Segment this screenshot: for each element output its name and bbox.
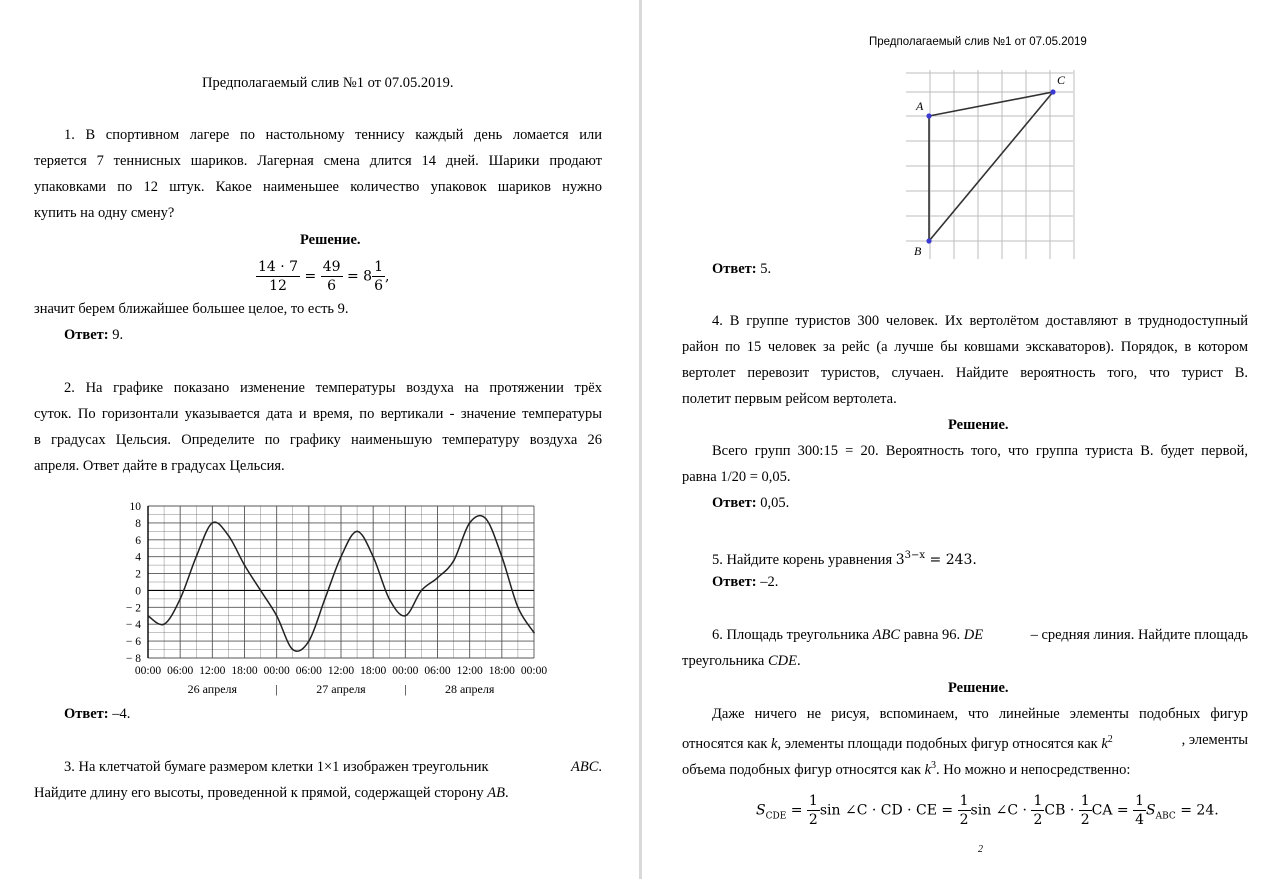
fraction: $\frac{1}{6}$ bbox=[374, 259, 384, 294]
page-number: 2 bbox=[978, 844, 983, 855]
data-point bbox=[405, 615, 407, 617]
x-tick-label: 18:00 bbox=[360, 665, 387, 677]
data-point bbox=[485, 518, 487, 520]
vertex-a bbox=[926, 113, 931, 118]
x-tick-label: 00:00 bbox=[263, 665, 290, 677]
task6-solution-line-3: объема подобных фигур относятся как $k^3$. Но можно и непосредственно: bbox=[682, 760, 1131, 778]
data-point bbox=[356, 531, 358, 533]
task4-line-1: 4. В группе туристов 300 человек. Их вертолётом доставляют в труднодоступный bbox=[712, 313, 1248, 329]
data-point bbox=[388, 598, 390, 600]
vertex-b bbox=[926, 238, 931, 243]
task4-answer: Ответ: 0,05. bbox=[712, 495, 790, 511]
task4-solution-title: Решение. bbox=[948, 417, 1009, 433]
label-b: B bbox=[914, 244, 922, 258]
task2-line-2: суток. По горизонтали указывается дата и время, по вертикали - значение температуры bbox=[34, 406, 602, 422]
label-c: C bbox=[1057, 73, 1066, 87]
label-a: A bbox=[916, 99, 924, 113]
task2-line-4: апреля. Ответ дайте в градусах Цельсия. bbox=[34, 458, 285, 474]
y-tick-label: 6 bbox=[135, 534, 141, 547]
y-tick-label: 4 bbox=[135, 551, 141, 564]
x-tick-label: 06:00 bbox=[424, 665, 451, 677]
task3-line-2: Найдите длину его высоты, проведенной к прямой, содержащей сторону AB. bbox=[34, 785, 509, 801]
task6-line-1: 6. Площадь треугольника ABC равна 96. DE – средняя линия. Найдите площадь bbox=[712, 627, 1248, 643]
task2-answer: Ответ: –4. bbox=[64, 706, 131, 722]
data-point bbox=[469, 522, 471, 524]
task4-line-2: район по 15 человек за рейс (а лучше бы ковшами экскаваторов). Порядок, в котором bbox=[682, 339, 1248, 355]
page-header: Предполагаемый слив №1 от 07.05.2019 bbox=[869, 36, 1087, 48]
grid bbox=[906, 70, 1074, 259]
task3-line-1: 3. На клетчатой бумаге размером клетки 1×1 изображен треугольник ABC. bbox=[64, 759, 602, 775]
task4-solution-line-1: Всего групп 300:15 = 20. Вероятность того, что группа туриста В. будет первой, bbox=[712, 443, 1248, 459]
data-point bbox=[324, 598, 326, 600]
day-label: 27 апреля bbox=[316, 682, 366, 696]
task6-solution-line-2: относятся как k, элементы площади подобных фигур относятся как $k^2$ , элементы bbox=[682, 732, 1248, 752]
task1-solution-title: Решение. bbox=[300, 232, 361, 248]
task1-answer: Ответ: 9. bbox=[64, 327, 124, 343]
data-point bbox=[244, 564, 246, 566]
fraction: $\frac{1}{2}$ bbox=[1080, 793, 1090, 828]
fraction: $\frac{1}{4}$ bbox=[1135, 793, 1145, 828]
x-tick-label: 06:00 bbox=[167, 665, 194, 677]
x-tick-label: 12:00 bbox=[327, 665, 355, 677]
task6-formula: $S_{CDE}$ = $\frac{1}{2}$ sin ∠C · CD · CE = $\frac{1}{2}$ sin ∠C · $\frac{1}{2}$ CB · $\frac{1}{2}$ CA = $\frac{1}{4}$ $S_{ABC} = 24$. bbox=[756, 793, 1219, 828]
y-tick-label: 10 bbox=[129, 501, 141, 513]
x-tick-label: 12:00 bbox=[456, 665, 483, 677]
x-tick-label: 00:00 bbox=[520, 665, 548, 677]
task1-formula: $\frac{14 \cdot 7}{12}$ = $\frac{49}{6}$ = 8 $\frac{1}{6}$ , bbox=[258, 259, 390, 294]
data-point bbox=[276, 615, 278, 617]
data-point bbox=[212, 522, 214, 524]
triangle-figure bbox=[898, 66, 1098, 266]
data-point bbox=[308, 640, 310, 642]
fraction: $\frac{1}{2}$ bbox=[808, 793, 818, 828]
data-point bbox=[501, 556, 503, 558]
y-tick-label: − 8 bbox=[125, 653, 141, 665]
fraction: $\frac{1}{2}$ bbox=[959, 793, 969, 828]
task4-line-3: вертолет перевозит туристов, случаен. Найдите вероятность того, что турист В. bbox=[682, 365, 1248, 381]
y-tick-label: − 4 bbox=[125, 619, 141, 632]
x-tick-label: 18:00 bbox=[231, 665, 258, 677]
y-tick-label: 0 bbox=[135, 585, 141, 598]
day-label: | bbox=[404, 682, 407, 696]
task6-solution-title: Решение. bbox=[948, 680, 1009, 696]
data-point bbox=[260, 590, 262, 592]
fraction: $\frac{1}{2}$ bbox=[1033, 793, 1043, 828]
y-tick-label: − 2 bbox=[125, 602, 141, 615]
temperature-chart bbox=[110, 498, 550, 698]
page-header: Предполагаемый слив №1 от 07.05.2019. bbox=[202, 75, 454, 91]
y-tick-label: 2 bbox=[135, 568, 141, 581]
task5-answer: Ответ: –2. bbox=[712, 574, 779, 590]
task1-conclusion: значит берем ближайшее большее целое, то есть 9. bbox=[34, 301, 349, 317]
task3-answer: Ответ: 5. bbox=[712, 261, 772, 277]
data-point bbox=[340, 556, 342, 558]
data-point bbox=[517, 607, 519, 609]
task1-line-4: купить на одну смену? bbox=[34, 205, 175, 221]
task2-line-3: в градусах Цельсия. Определите по графику наименьшую температуру воздуха 26 bbox=[34, 432, 602, 448]
data-point bbox=[195, 556, 197, 558]
y-tick-label: − 6 bbox=[125, 636, 141, 649]
data-point bbox=[163, 623, 165, 625]
data-point bbox=[453, 560, 455, 562]
x-tick-label: 18:00 bbox=[488, 665, 515, 677]
y-tick-label: 8 bbox=[135, 517, 141, 530]
task1-line-3: упаковками по 12 штук. Какое наименьшее количество упаковок шариков нужно bbox=[34, 179, 602, 195]
x-tick-label: 00:00 bbox=[134, 665, 162, 677]
x-tick-label: 00:00 bbox=[392, 665, 419, 677]
page-right bbox=[642, 0, 1276, 879]
data-point bbox=[228, 535, 230, 537]
fraction: $\frac{14 \cdot 7}{12}$ bbox=[258, 259, 299, 294]
fraction: $\frac{49}{6}$ bbox=[322, 259, 341, 294]
data-point bbox=[292, 649, 294, 651]
data-point bbox=[533, 632, 535, 634]
data-point bbox=[421, 590, 423, 592]
data-point bbox=[372, 556, 374, 558]
x-tick-label: 06:00 bbox=[295, 665, 322, 677]
day-label: 26 апреля bbox=[187, 682, 238, 696]
x-tick-label: 12:00 bbox=[199, 665, 226, 677]
task1-line-2: теряется 7 теннисных шариков. Лагерная смена длится 14 дней. Шарики продают bbox=[34, 153, 602, 169]
day-label: | bbox=[275, 682, 278, 696]
task5-question: 5. Найдите корень уравнения $3^{3-x} = 243$. bbox=[712, 550, 977, 568]
task4-solution-line-2: равна 1/20 = 0,05. bbox=[682, 469, 791, 485]
data-point bbox=[179, 598, 181, 600]
day-label: 28 апреля bbox=[444, 682, 495, 696]
vertex-c bbox=[1050, 89, 1055, 94]
task6-line-2: треугольника CDE. bbox=[682, 653, 801, 669]
task6-solution-line-1: Даже ничего не рисуя, вспоминаем, что линейные элементы подобных фигур bbox=[712, 706, 1248, 722]
data-point bbox=[147, 615, 149, 617]
task1-line-1: 1. В спортивном лагере по настольному теннису каждый день ломается или bbox=[64, 127, 602, 143]
data-point bbox=[437, 577, 439, 579]
task2-line-1: 2. На графике показано изменение температуры воздуха на протяжении трёх bbox=[64, 380, 602, 396]
task4-line-4: полетит первым рейсом вертолета. bbox=[682, 391, 897, 407]
